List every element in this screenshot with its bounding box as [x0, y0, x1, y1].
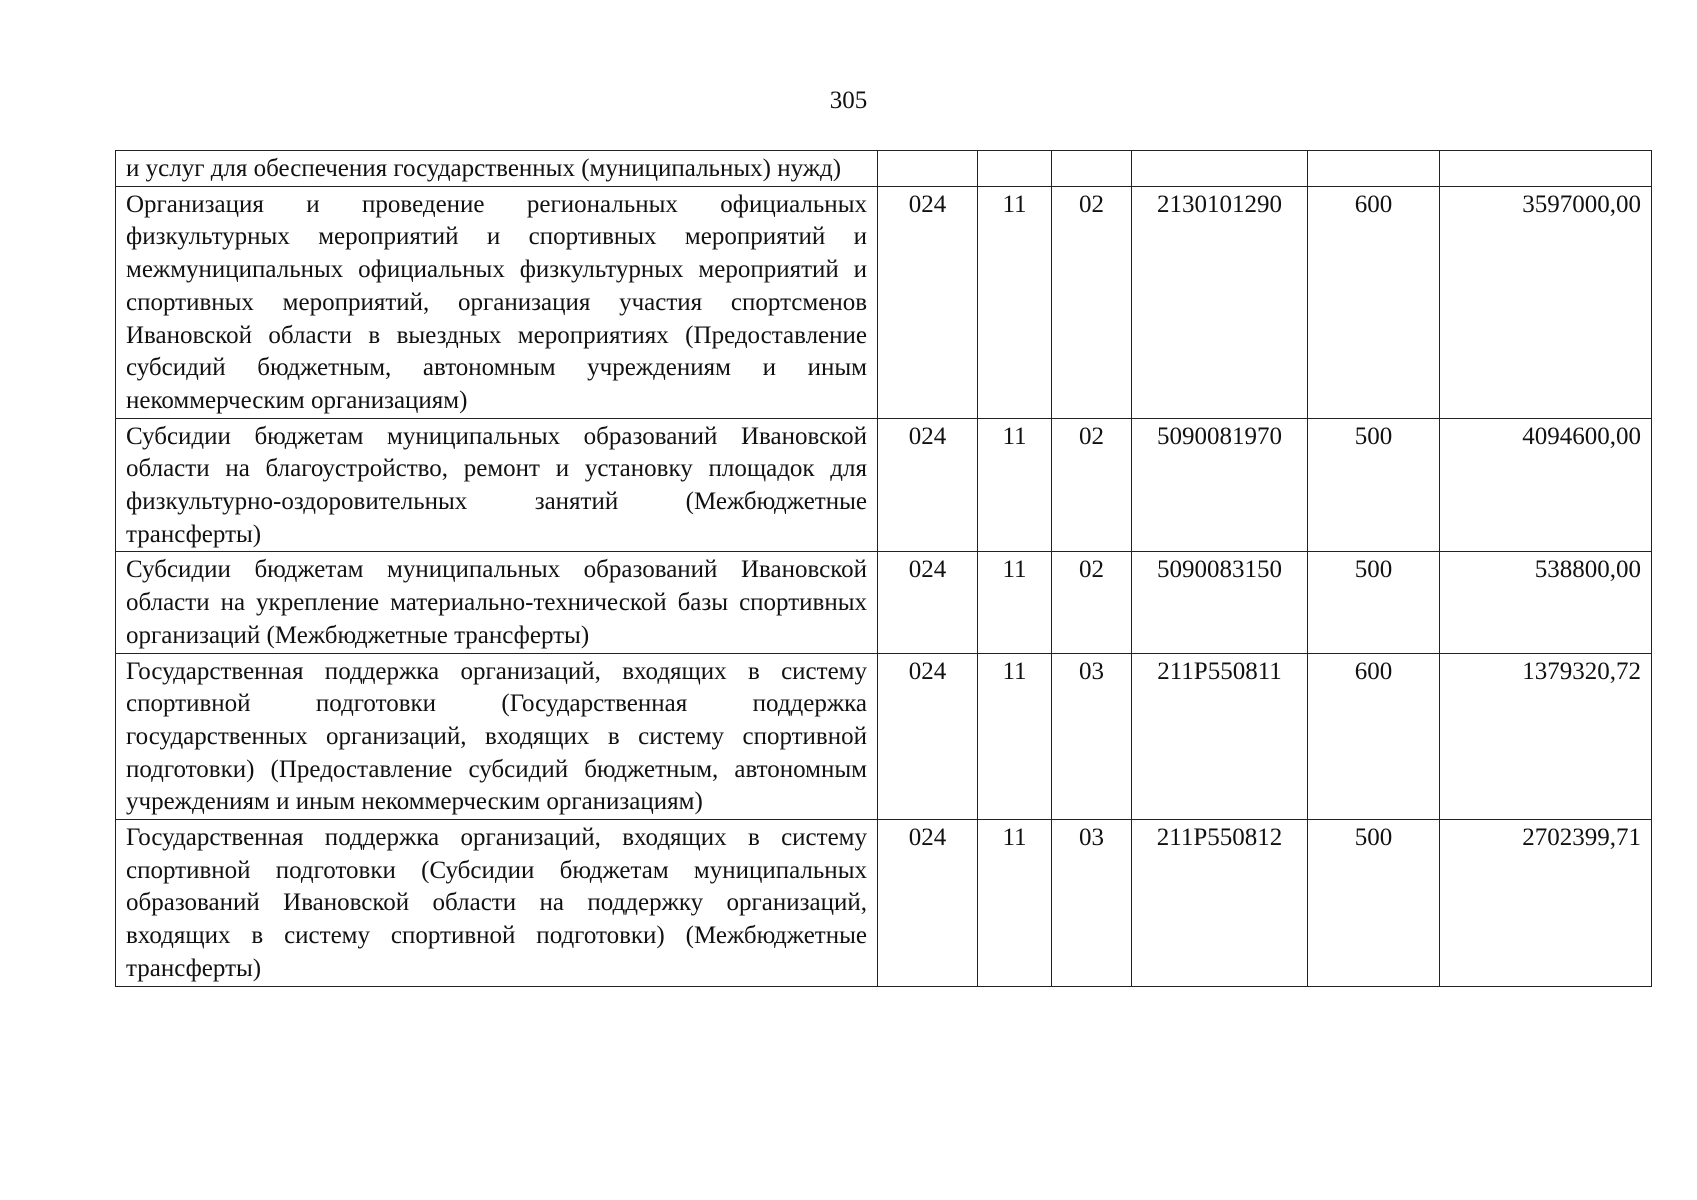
row-description: Организация и проведение региональных официальных физкультурных мероприятий и спортивных мероприятий и межмуниципальных официальных физкультурных мероприятий и спортивных мероприятий, организация участия спортсменов Ивановской области в выездных мероприятиях (Предоставление субсидий бюджетным, автономным учреждениям и иным некоммерческим организациям) [116, 186, 878, 418]
ministry-code: 024 [878, 418, 978, 552]
ministry-code: 024 [878, 552, 978, 653]
ministry-code: 024 [878, 820, 978, 987]
expense-type-code: 600 [1308, 653, 1440, 820]
page-number: 305 [829, 87, 868, 114]
expense-type-code: 500 [1308, 418, 1440, 552]
target-article-code: 2130101290 [1132, 186, 1308, 418]
expense-type-code: 600 [1308, 186, 1440, 418]
section-code [978, 151, 1052, 187]
table-row [116, 151, 1652, 187]
target-article-code: 211Р550812 [1132, 820, 1308, 987]
section-code: 11 [978, 552, 1052, 653]
subsection-code: 03 [1052, 653, 1132, 820]
table-row [116, 552, 1652, 653]
amount-value: 538800,00 [1440, 552, 1652, 653]
row-description: Государственная поддержка организаций, входящих в систему спортивной подготовки (Государственная поддержка государственных организаций, входящих в систему спортивной подготовки) (Предоставление субсидий бюджетным, автономным учреждениям и иным некоммерческим организациям) [116, 653, 878, 820]
section-code: 11 [978, 186, 1052, 418]
table-row [116, 186, 1652, 418]
section-code: 11 [978, 820, 1052, 987]
ministry-code: 024 [878, 186, 978, 418]
target-article-code: 5090081970 [1132, 418, 1308, 552]
subsection-code [1052, 151, 1132, 187]
amount-value [1440, 151, 1652, 187]
target-article-code: 211Р550811 [1132, 653, 1308, 820]
amount-value: 3597000,00 [1440, 186, 1652, 418]
table-row [116, 418, 1652, 552]
row-description: Субсидии бюджетам муниципальных образований Ивановской области на благоустройство, ремонт и установку площадок для физкультурно-оздоровительных занятий (Межбюджетные трансферты) [116, 418, 878, 552]
target-article-code: 5090083150 [1132, 552, 1308, 653]
amount-value: 2702399,71 [1440, 820, 1652, 987]
section-code: 11 [978, 653, 1052, 820]
target-article-code [1132, 151, 1308, 187]
subsection-code: 02 [1052, 418, 1132, 552]
subsection-code: 03 [1052, 820, 1132, 987]
row-description: и услуг для обеспечения государственных (муниципальных) нужд) [116, 151, 878, 187]
section-code: 11 [978, 418, 1052, 552]
amount-value: 4094600,00 [1440, 418, 1652, 552]
table-row [116, 653, 1652, 820]
amount-value: 1379320,72 [1440, 653, 1652, 820]
table-row [116, 820, 1652, 987]
row-description: Государственная поддержка организаций, входящих в систему спортивной подготовки (Субсидии бюджетам муниципальных образований Ивановской области на поддержку организаций, входящих в систему спортивной подготовки) (Межбюджетные трансферты) [116, 820, 878, 987]
subsection-code: 02 [1052, 552, 1132, 653]
expense-type-code: 500 [1308, 552, 1440, 653]
expense-type-code [1308, 151, 1440, 187]
ministry-code: 024 [878, 653, 978, 820]
ministry-code [878, 151, 978, 187]
budget-table [115, 150, 1652, 987]
expense-type-code: 500 [1308, 820, 1440, 987]
subsection-code: 02 [1052, 186, 1132, 418]
row-description: Субсидии бюджетам муниципальных образований Ивановской области на укрепление материально-технической базы спортивных организаций (Межбюджетные трансферты) [116, 552, 878, 653]
